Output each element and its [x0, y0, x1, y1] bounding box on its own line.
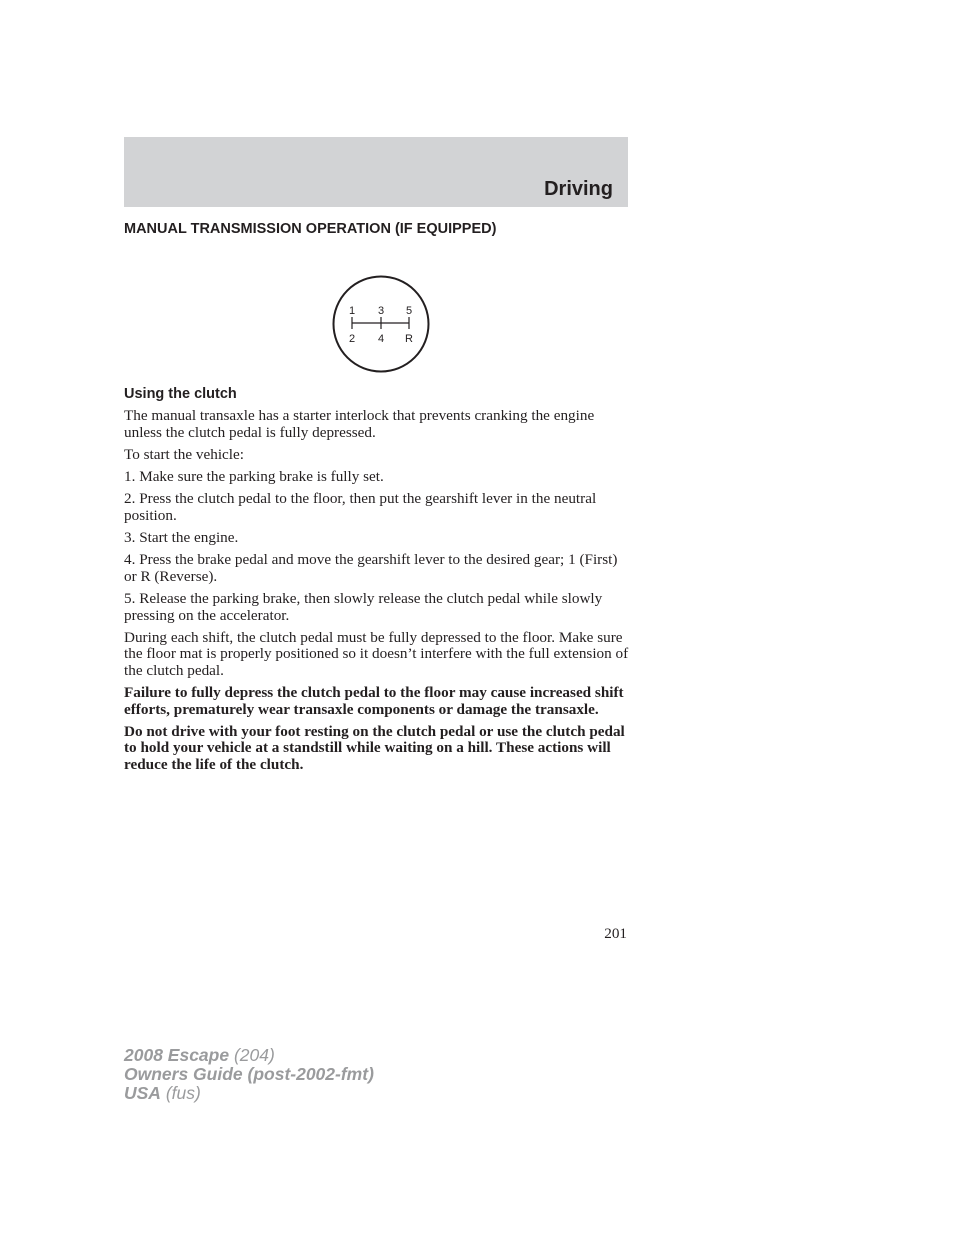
- footer-market-line: [124, 1084, 374, 1103]
- footer-guide-line: [124, 1065, 374, 1084]
- paragraph-start-intro: To start the vehicle:: [124, 445, 244, 463]
- footer-market: USA: [124, 1083, 161, 1103]
- paragraph-shift: During each shift, the clutch pedal must be fully depressed to the floor. Make sure the floor mat is properly positioned so it doesn’t interfere with the full extension of the clutch pedal.: [124, 628, 629, 679]
- section-header-band: [124, 137, 628, 207]
- step-5: 5. Release the parking brake, then slowly release the clutch pedal while slowly pressing on the accelerator.: [124, 589, 603, 624]
- step-1: 1. Make sure the parking brake is fully set.: [124, 467, 384, 485]
- warning-clutch-depress: Failure to fully depress the clutch pedal to the floor may cause increased shift efforts, prematurely wear transaxle components or damage the transaxle.: [124, 684, 624, 718]
- section-title: Driving: [544, 178, 613, 200]
- warning-clutch-rest: Do not drive with your foot resting on the clutch pedal or use the clutch pedal to hold your vehicle at a standstill while waiting on a hill. These actions will reduce the life of the clutch.: [124, 722, 625, 774]
- step-3: 3. Start the engine.: [124, 528, 239, 546]
- footer-model-line: [124, 1046, 374, 1065]
- footer-model: 2008 Escape: [124, 1045, 230, 1065]
- subheading-using-clutch: Using the clutch: [124, 386, 237, 402]
- gear-label-4: 4: [377, 333, 385, 345]
- gear-label-2: 2: [348, 333, 356, 345]
- footer: [124, 1046, 374, 1103]
- page-content: [124, 220, 629, 779]
- gear-label-reverse: R: [405, 333, 413, 345]
- page-number: 201: [604, 925, 627, 942]
- footer-model-code: (204): [233, 1045, 275, 1065]
- gear-label-1: 1: [348, 305, 356, 317]
- gear-label-5: 5: [405, 305, 413, 317]
- footer-market-code: (fus): [165, 1083, 201, 1103]
- gear-label-3: 3: [377, 305, 385, 317]
- step-2: 2. Press the clutch pedal to the floor, then put the gearshift lever in the neutral position.: [124, 490, 597, 524]
- step-4: 4. Press the brake pedal and move the gearshift lever to the desired gear; 1 (First) or R (Reverse).: [124, 551, 618, 585]
- paragraph-interlock: The manual transaxle has a starter interlock that prevents cranking the engine unless the clutch pedal is fully depressed.: [124, 407, 595, 441]
- footer-guide: Owners Guide (post-2002-fmt): [124, 1064, 374, 1084]
- shift-pattern-icon: [332, 275, 430, 373]
- shift-pattern-diagram: [124, 239, 629, 385]
- page-heading: MANUAL TRANSMISSION OPERATION (IF EQUIPPED): [124, 221, 497, 237]
